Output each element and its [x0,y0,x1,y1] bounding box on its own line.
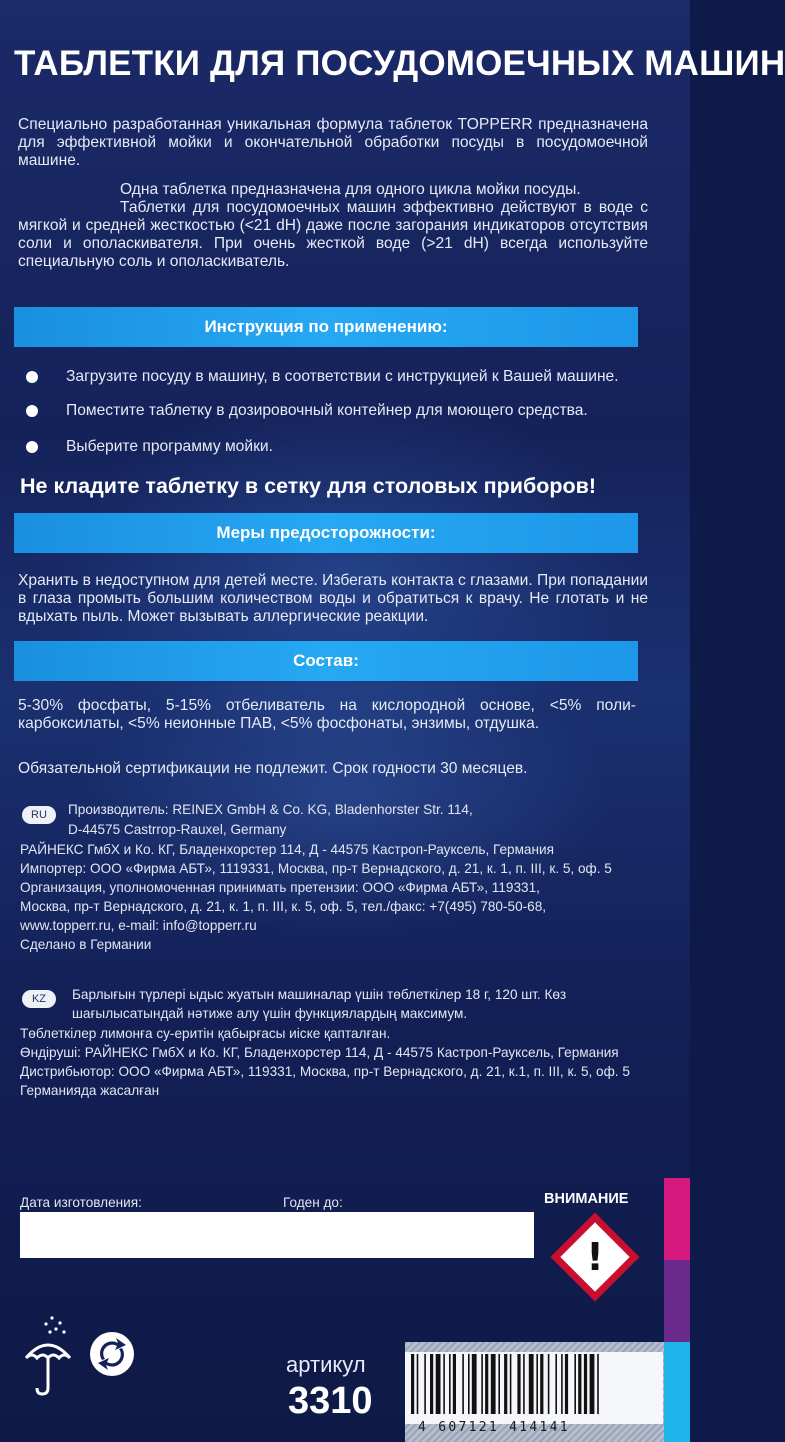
kz-info-line: Германияда жасалған [20,1083,160,1098]
edge-stripe-purple [664,1260,690,1342]
barcode-bars [405,1352,663,1418]
kz-info-line: Дистрибьютор: ООО «Фирма АБТ», 119331, Москва, пр-т Вернадского, д. 21, к.1, п. III, к. 5, оф. 5 [20,1064,630,1079]
ru-info-line: www.topperr.ru, e-mail: info@topperr.ru [20,918,257,933]
composition-text: 5-30% фосфаты, 5-15% отбеливатель на кислородной основе, <5% поли-карбоксилаты, <5% неионные ПАВ, <5% фосфонаты, энзимы, отдушка. [18,697,636,732]
ru-info-line: РАЙНЕКС ГмбХ и Ко. КГ, Бладенхорстер 114, Д - 44575 Кастроп-Рауксель, Германия [20,842,554,857]
exclamation-hazard-icon [552,1214,638,1300]
instruction-text: Выберите программу мойки. [66,438,273,455]
ru-info-line: Производитель: REINEX GmbH & Co. KG, Bladenhorster Str. 114, [68,802,473,817]
kz-info-line: шағылысатындай нәтиже алу үшін функциялардың максимум. [72,1006,468,1021]
intro-paragraph-2: Одна таблетка предназначена для одного цикла мойки посуды. [120,181,581,198]
article-label: артикул [286,1352,366,1377]
language-badge-ru: RU [22,806,56,824]
certification-text: Обязательной сертификации не подлежит. Срок годности 30 месяцев. [18,760,528,777]
intro-paragraph-1: Специально разработанная уникальная формула таблеток TOPPERR предназначена для эффективной мойки и окончательной обработки посуды в посудомоечной машине. [18,116,648,169]
keep-dry-icon [22,1314,74,1400]
expiry-date-label: Годен до: [283,1195,343,1210]
intro-paragraph-3: Таблетки для посудомоечных машин эффективно действуют в воде с мягкой и средней жесткостью (<21 dH) даже после загорания индикаторов отсутствия соли и ополаскивателя. При очень жесткой воде (>21 dH) всегда используйте специальную соль и ополаскиватель. [18,199,648,270]
instruction-item [26,438,273,456]
cutlery-basket-warning: Не кладите таблетку в сетку для столовых приборов! [20,474,596,498]
instruction-item [26,402,588,420]
manufacture-date-label: Дата изготовления: [20,1195,142,1210]
ru-info-line: Организация, уполномоченная принимать претензии: ООО «Фирма АБТ», 119331, [20,880,540,895]
ru-info-line: D-44575 Castrrop-Rauxel, Germany [68,822,287,837]
date-print-area [20,1212,534,1258]
instructions-heading: Инструкция по применению: [14,307,638,347]
instruction-item [26,368,619,386]
ru-info-line: Импортер: ООО «Фирма АБТ», 1119331, Москва, пр-т Вернадского, д. 21, к. 1, п. III, к. 5, оф. 5 [20,861,612,876]
precautions-heading: Меры предосторожности: [14,513,638,553]
instruction-text: Поместите таблетку в дозировочный контейнер для моющего средства. [66,402,588,419]
instruction-text: Загрузите посуду в машину, в соответствии с инструкцией к Вашей машине. [66,368,619,385]
article-number: 3310 [288,1380,373,1422]
kz-info-line: Барлығын түрлері ыдыс жуатын машиналар үшін төблеткілер 18 г, 120 шт. Көз [72,987,567,1002]
hazard-signal-word: ВНИМАНИЕ [544,1191,629,1207]
bullet-dot [26,441,38,453]
bullet-dot [26,405,38,417]
ru-info-line: Сделано в Германии [20,937,152,952]
language-badge-kz: KZ [22,990,56,1008]
ru-info-line: Москва, пр-т Вернадского, д. 21, к. 1, п. III, к. 5, оф. 5, тел./факс: +7(495) 780-50-68, [20,899,547,914]
recycle-icon [88,1330,136,1378]
barcode-digits: 4 607121 414141 [418,1420,570,1435]
product-title: ТАБЛЕТКИ ДЛЯ ПОСУДОМОЕЧНЫХ МАШИН [14,44,785,83]
edge-stripe-magenta [664,1178,690,1260]
kz-info-line: Төблеткілер лимонға су-еритін қабырғасы иіске қапталған. [20,1026,391,1041]
composition-heading: Состав: [14,641,638,681]
kz-info-line: Өндіруші: РАЙНЕКС ГмбХ и Ко. КГ, Бладенхорстер 114, Д - 44575 Кастроп-Рауксель, Германия [20,1045,619,1060]
edge-stripe-cyan [664,1342,690,1442]
bullet-dot [26,371,38,383]
precautions-text: Хранить в недоступном для детей месте. Избегать контакта с глазами. При попадании в глаза промыть большим количеством воды и обратиться к врачу. Не глотать и не вдыхать пыль. Может вызывать аллергические реакции. [18,572,648,625]
barcode [405,1352,663,1424]
hazard-symbol: ! [586,1235,604,1279]
